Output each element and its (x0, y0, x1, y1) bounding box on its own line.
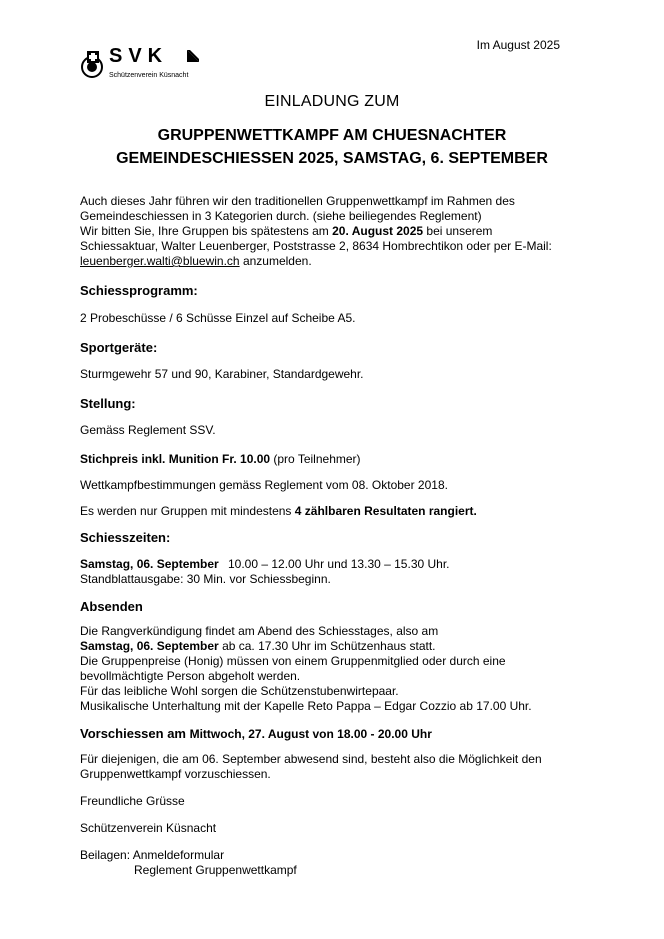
bestimmungen-text: Wettkampfbestimmungen gemäss Reglement vom 08. Oktober 2018. (80, 478, 448, 492)
intro-line1: Auch dieses Jahr führen wir den traditionellen Gruppenwettkampf im Rahmen des (80, 194, 515, 208)
absenden-line2 (80, 639, 590, 654)
absenden-date: Samstag, 06. September (80, 639, 219, 653)
stichpreis-normal: (pro Teilnehmer) (270, 452, 361, 466)
schiesszeiten-line (80, 557, 590, 572)
absenden-line1: Die Rangverkündigung findet am Abend des Schiesstages, also am (80, 624, 439, 638)
vorschiessen-heading-a: Vorschiessen am (80, 726, 190, 741)
schiesszeiten-day: Samstag, 06. September (80, 557, 219, 571)
intro-line2: Gemeindeschiessen in 3 Kategorien durch. (siehe beiliegendes Reglement) (80, 209, 482, 223)
letter-body (80, 194, 590, 878)
logo-brand: SVK (109, 45, 169, 67)
vorschiessen-line1: Für diejenigen, die am 06. September abwesend sind, besteht also die Möglichkeit den (80, 752, 542, 766)
absenden-heading: Absenden (80, 599, 143, 614)
deadline-date: 20. August 2025 (332, 224, 424, 238)
absenden-line5: Für das leibliche Wohl sorgen die Schützenstubenwirtepaar. (80, 684, 399, 698)
schiessprogramm-heading: Schiessprogramm: (80, 283, 198, 298)
logo-subtitle: Schützenverein Küsnacht (109, 72, 189, 79)
logo-arrow-icon (186, 49, 200, 63)
stellung-heading: Stellung: (80, 396, 136, 411)
vorschiessen-heading (80, 726, 590, 742)
vorschiessen-heading-b: Mittwoch, 27. August von 18.00 - 20.00 Uhr (189, 727, 432, 741)
main-title (70, 124, 594, 170)
gruppen-line (80, 504, 590, 519)
sportgeraete-heading: Sportgeräte: (80, 340, 158, 355)
intro-line3-text: Wir bitten Sie, Ihre Gruppen bis spätestens am (80, 224, 333, 238)
intro-line4: Schiessaktuar, Walter Leuenberger, Poststrasse 2, 8634 Hombrechtikon oder per E-Mail: (80, 239, 552, 253)
intro-line5 (80, 254, 590, 269)
beilagen-line1 (80, 848, 590, 863)
letter-date: Im August 2025 (476, 38, 560, 52)
gruppen-normal: Es werden nur Gruppen mit mindestens (80, 504, 295, 518)
closing-greeting: Freundliche Grüsse (80, 794, 185, 808)
main-title-line1: GRUPPENWETTKAMPF AM CHUESNACHTER (157, 127, 507, 144)
absenden-line2-rest: ab ca. 17.30 Uhr im Schützenhaus statt. (218, 639, 436, 653)
logo-emblem-icon (81, 50, 107, 80)
schiessprogramm-text: 2 Probeschüsse / 6 Schüsse Einzel auf Scheibe A5. (80, 311, 356, 325)
beilagen-item1: Anmeldeformular (132, 848, 225, 862)
intro-line3 (80, 224, 590, 239)
intro-line5-end: anzumelden. (239, 254, 312, 268)
title-einladung: EINLADUNG ZUM (264, 93, 400, 110)
sportgeraete-text: Sturmgewehr 57 und 90, Karabiner, Standardgewehr. (80, 367, 364, 381)
absenden-line4: bevollmächtigte Person abgeholt werden. (80, 669, 301, 683)
svk-logo (81, 45, 201, 88)
gruppen-bold: 4 zählbaren Resultaten rangiert. (294, 504, 477, 518)
email-link[interactable]: leuenberger.walti@bluewin.ch (80, 254, 240, 268)
absenden-line3: Die Gruppenpreise (Honig) müssen von einem Gruppenmitglied oder durch eine (80, 654, 506, 668)
beilagen-item2: Reglement Gruppenwettkampf (134, 863, 297, 877)
intro-line3-end: bei unserem (423, 224, 493, 238)
vorschiessen-line2: Gruppenwettkampf vorzuschiessen. (80, 767, 271, 781)
stellung-text: Gemäss Reglement SSV. (80, 423, 216, 437)
main-title-line2: GEMEINDESCHIESSEN 2025, SAMSTAG, 6. SEPTEMBER (116, 150, 548, 167)
absenden-line6: Musikalische Unterhaltung mit der Kapelle Reto Pappa – Edgar Cozzio ab 17.00 Uhr. (80, 699, 532, 713)
stichpreis-bold: Stichpreis inkl. Munition Fr. 10.00 (80, 452, 271, 466)
standblatt-text: Standblattausgabe: 30 Min. vor Schiessbeginn. (80, 572, 331, 586)
beilagen-label: Beilagen: (80, 848, 133, 862)
schiesszeiten-heading: Schiesszeiten: (80, 530, 171, 545)
schiesszeiten-times: 10.00 – 12.00 Uhr und 13.30 – 15.30 Uhr. (228, 557, 450, 571)
closing-signature: Schützenverein Küsnacht (80, 821, 217, 835)
stichpreis-line (80, 452, 590, 467)
